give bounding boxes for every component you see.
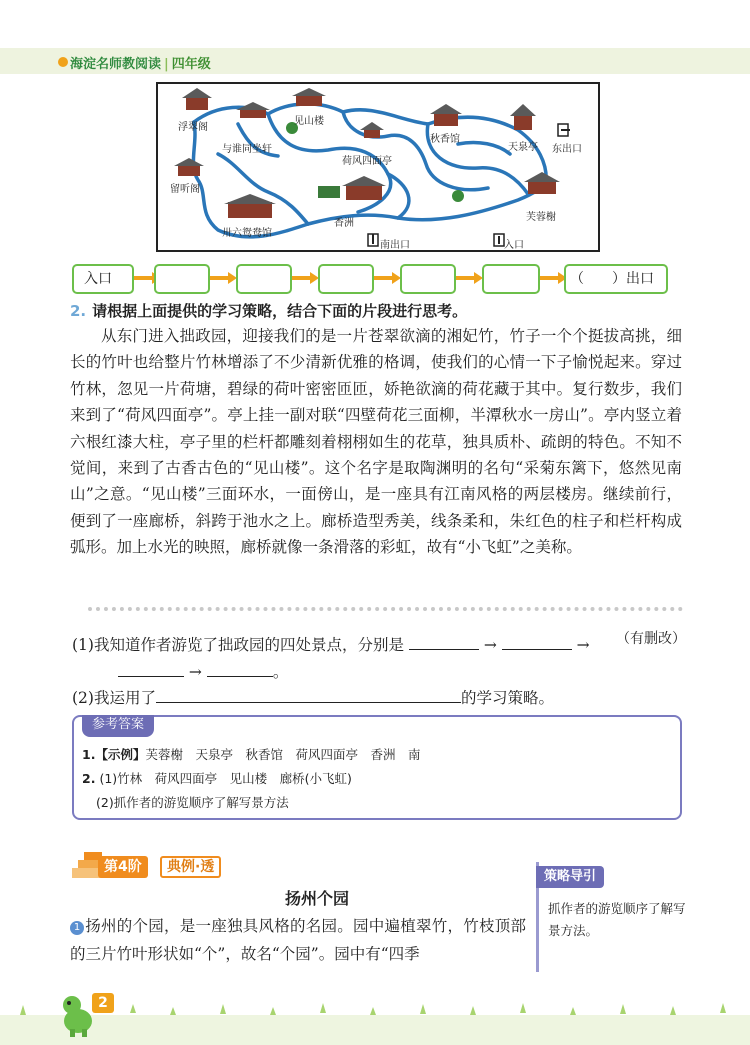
route-blank-4[interactable]: [400, 264, 456, 294]
section-step-label: 第4阶: [98, 856, 148, 878]
page-number: 2: [92, 993, 114, 1013]
answer-blank-2[interactable]: [502, 633, 572, 650]
answer-1-tag: 【示例】: [95, 747, 146, 762]
question-text: 请根据上面提供的学习策略，结合下面的片段进行思考。: [92, 302, 468, 320]
source-note: （有删改）: [616, 631, 686, 647]
sub-question-2: [72, 686, 554, 708]
map-label-jianshan: 见山楼: [294, 116, 324, 127]
map-label-hefeng: 荷风四面亭: [342, 156, 392, 167]
answer-1-number: 1.: [82, 747, 96, 762]
series-logo-icon: [58, 57, 68, 67]
map-label-fucui: 浮翠阁: [178, 122, 208, 133]
paragraph-number-icon: 1: [70, 921, 84, 935]
sub-question-2-end: 的学习策略。: [460, 689, 554, 707]
map-label-qiuxiang: 秋香馆: [430, 134, 460, 145]
answer-blank-1[interactable]: [409, 633, 479, 650]
map-label-south-exit: 南出口: [380, 240, 410, 251]
route-start-box: [72, 264, 134, 294]
answer-2-number: 2.: [82, 771, 96, 786]
section-title: 典例·透: [160, 856, 221, 878]
route-blank-5[interactable]: [482, 264, 540, 294]
route-blank-1[interactable]: [154, 264, 210, 294]
header-divider: |: [164, 57, 169, 72]
sub-question-1-text: (1)我知道作者游览了拙政园的四处景点，分别是: [72, 636, 404, 654]
answer-blank-4[interactable]: [207, 660, 273, 677]
article-body: [70, 912, 526, 968]
answer-blank-5[interactable]: [156, 686, 461, 703]
grade-label: 四年级: [171, 57, 211, 72]
answer-line-1: [82, 745, 420, 763]
sub-question-2-start: (2)我运用了: [72, 689, 156, 707]
route-exit-blank[interactable]: （ ）: [570, 271, 626, 287]
garden-map: [156, 82, 600, 252]
route-blank-3[interactable]: [318, 264, 374, 294]
map-label-liuting: 留听阁: [170, 184, 200, 195]
map-label-tianquan: 天泉亭: [508, 142, 538, 153]
map-label-xiangzhou: 香洲: [334, 218, 354, 229]
answer-line-3: (2)抓作者的游览顺序了解写景方法: [96, 795, 289, 810]
route-arrow-icon: [292, 274, 320, 282]
answer-key-box: [72, 715, 682, 820]
map-label-yushui: 与谁同坐轩: [222, 144, 272, 155]
sub-question-1-end: 。: [272, 663, 289, 681]
answer-2-text: (1)竹林 荷风四面亭 见山楼 廊桥(小飞虹): [99, 771, 352, 786]
sub-question-1: (1)我知道作者游览了拙政园的四处景点，分别是 → →: [72, 633, 590, 655]
sub-question-1-cont: → 。: [118, 660, 288, 682]
answer-key-tab: 参考答案: [82, 715, 154, 737]
strategy-guide-text: 抓作者的游览顺序了解写景方法。: [548, 901, 686, 938]
answer-1-text: 芙蓉榭 天泉亭 秋香馆 荷风四面亭 香洲 南: [145, 747, 421, 762]
map-label-furong: 芙蓉榭: [526, 212, 556, 223]
route-arrow-icon: [374, 274, 402, 282]
map-label-sanshiliu: 卅六鸳鸯馆: [222, 228, 272, 239]
series-title: 海淀名师教阅读: [70, 57, 162, 72]
route-arrow-icon: [456, 274, 484, 282]
question-2-prompt: [70, 300, 467, 321]
route-exit-box[interactable]: [564, 264, 668, 294]
map-label-entrance: 入口: [504, 240, 524, 251]
route-arrow-icon: [210, 274, 238, 282]
dotted-divider: [88, 607, 683, 611]
reading-passage: [70, 323, 682, 561]
route-start-label: 入口: [84, 271, 112, 287]
answer-line-2: [82, 769, 352, 787]
answer-blank-3[interactable]: [118, 660, 184, 677]
route-blank-2[interactable]: [236, 264, 292, 294]
article-paragraph-1: 扬州的个园，是一座独具风格的名园。园中遍植翠竹，竹枝顶部的三片竹叶形状如“个”，故名“个园”。园中有“四季: [70, 917, 526, 963]
article-title: 扬州个园: [284, 889, 349, 908]
page-header: [70, 53, 211, 72]
question-number: 2.: [70, 302, 87, 320]
strategy-guide-tag: 策略导引: [536, 866, 604, 888]
map-label-east-exit: 东出口: [552, 144, 582, 155]
passage-text: 从东门进入拙政园，迎接我们的是一片苍翠欲滴的湘妃竹，竹子一个个挺拔高挑，细长的竹叶也给整片竹林增添了不少清新优雅的格调，使我们的心情一下子愉悦起来。穿过竹林，忽见一片荷塘，碧绿的荷叶密密匝匝，娇艳欲滴的荷花藏于其中。复行数步，我们来到了“荷风四面亭”。亭上挂一副对联“四壁荷花三面柳，半潭秋水一房山”。亭内竖立着六根红漆大柱，亭子里的栏杆都雕刻着栩栩如生的花草，独具质朴、疏朗的特色。不知不觉间，来到了古香古色的“见山楼”。这个名字是取陶渊明的名句“采菊东篱下，悠然见南山”之意。“见山楼”三面环水，一面傍山，是一座具有江南风格的两层楼房。继续前行，便到了一座廊桥，斜跨于池水之上。廊桥造型秀美，线条柔和，朱红色的柱子和栏杆构成弧形。加上水光的映照，廊桥就像一条滑落的彩虹，故有“小飞虹”之美称。: [70, 327, 682, 557]
route-exit-label: 出口: [626, 271, 654, 287]
